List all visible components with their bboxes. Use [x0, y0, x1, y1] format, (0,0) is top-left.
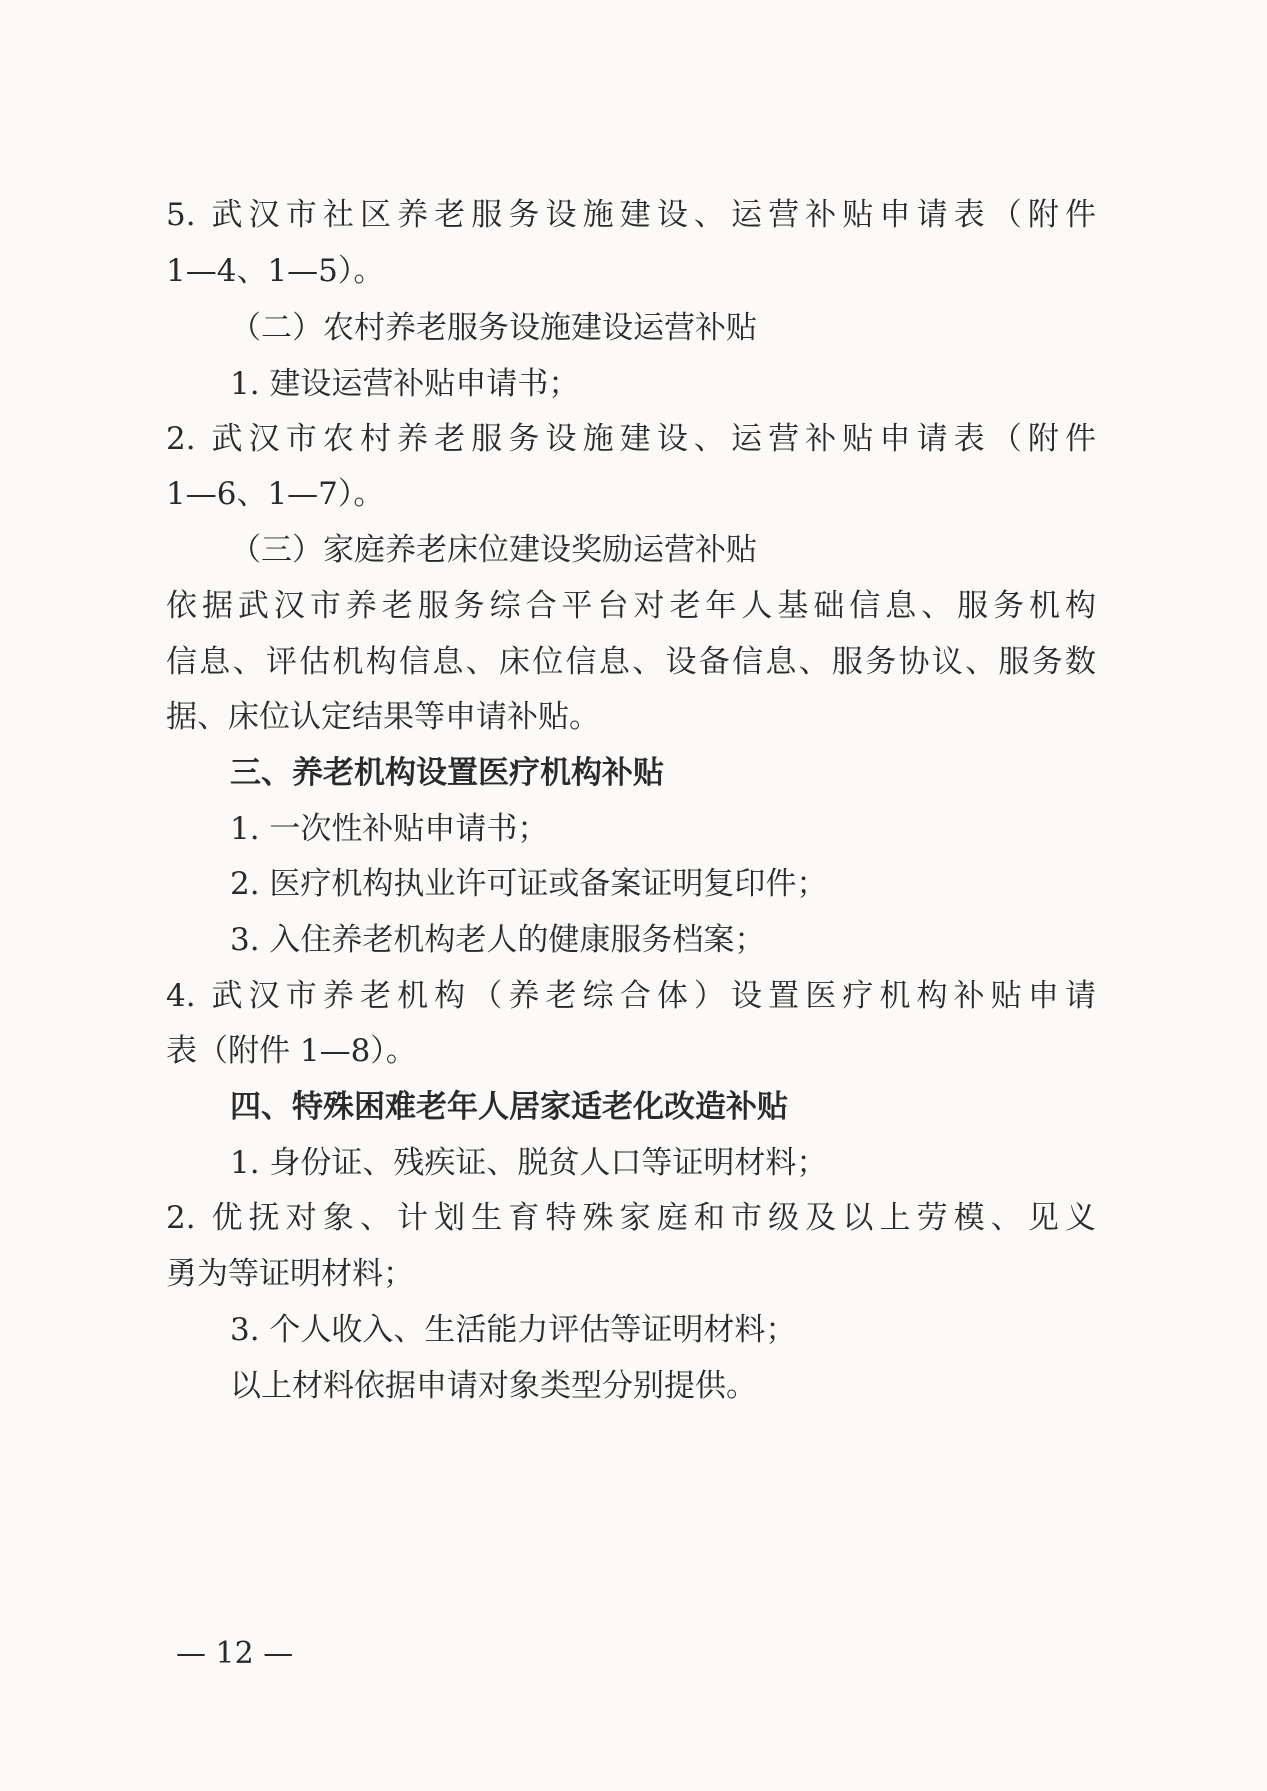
section-heading: 四、特殊困难老年人居家适老化改造补贴 [230, 1089, 788, 1125]
paragraph-line: 表（附件 1—8）。 [166, 1033, 417, 1069]
subsection-heading: （二）农村养老服务设施建设运营补贴 [230, 310, 757, 346]
paragraph-line: 2. 武汉市农村养老服务设施建设、运营补贴申请表（附件 [166, 421, 1096, 457]
paragraph-line: 勇为等证明材料； [166, 1256, 414, 1292]
paragraph-line: 4. 武汉市养老机构（养老综合体）设置医疗机构补贴申请 [166, 978, 1096, 1014]
list-item: 1. 建设运营补贴申请书； [230, 366, 580, 402]
subsection-heading: （三）家庭养老床位建设奖励运营补贴 [230, 532, 757, 568]
list-item: 1. 身份证、残疾证、脱贫人口等证明材料； [230, 1145, 828, 1181]
paragraph-line: 1—4、1—5）。 [166, 253, 385, 289]
section-heading: 三、养老机构设置医疗机构补贴 [230, 755, 664, 791]
list-item: 1. 一次性补贴申请书； [230, 811, 549, 847]
paragraph-line: 以上材料依据申请对象类型分别提供。 [230, 1368, 757, 1404]
paragraph-line: 信息、评估机构信息、床位信息、设备信息、服务协议、服务数 [166, 644, 1096, 680]
paragraph-line: 据、床位认定结果等申请补贴。 [166, 699, 600, 735]
paragraph-line: 1—6、1—7）。 [166, 476, 385, 512]
list-item: 2. 医疗机构执业许可证或备案证明复印件； [230, 866, 828, 902]
list-item: 3. 入住养老机构老人的健康服务档案； [230, 922, 766, 958]
paragraph-line: 5. 武汉市社区养老服务设施建设、运营补贴申请表（附件 [166, 197, 1096, 233]
list-item: 3. 个人收入、生活能力评估等证明材料； [230, 1312, 797, 1348]
paragraph-line: 2. 优抚对象、计划生育特殊家庭和市级及以上劳模、见义 [166, 1200, 1096, 1236]
paragraph-line: 依据武汉市养老服务综合平台对老年人基础信息、服务机构 [166, 588, 1096, 624]
page-number: — 12 — [176, 1636, 294, 1671]
